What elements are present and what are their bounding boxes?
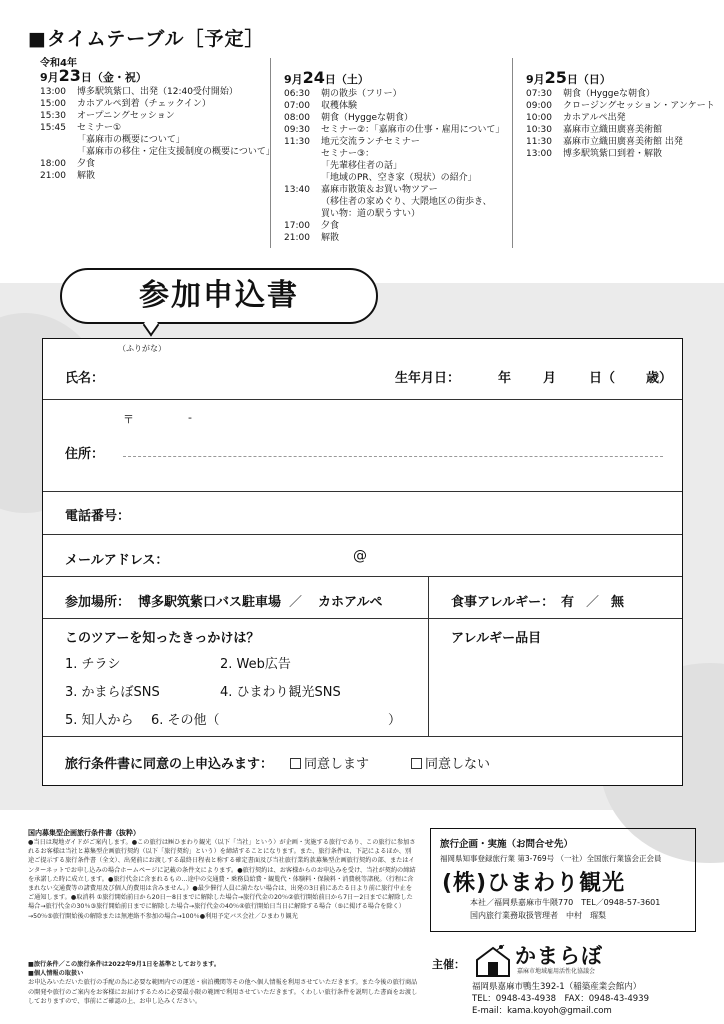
schedule-item — [284, 88, 509, 100]
agree-label: 旅行条件書に同意の上申込みます： — [65, 757, 274, 772]
terms-heading: 国内募集型企画旅行条件書（抜粋） — [28, 829, 140, 837]
era-label: 令和4年 — [40, 58, 77, 69]
place-option-kahoarupe[interactable]: カホアルペ — [318, 595, 383, 610]
age-label: 歳） — [646, 371, 673, 386]
day-label: 日（ — [589, 371, 616, 386]
schedule-text: カホアルペ到着（チェックイン） — [77, 99, 211, 109]
schedule-text: 「嘉麻市の概要について」 — [77, 135, 185, 145]
schedule-item — [40, 158, 265, 170]
schedule-time: 18:00 — [40, 159, 66, 169]
address-field[interactable] — [123, 443, 663, 457]
schedule-time — [284, 196, 321, 208]
schedule-item — [40, 98, 265, 110]
schedule-text: 解散 — [77, 171, 96, 181]
schedule-text: 買い物：道の駅うすい） — [321, 209, 421, 219]
checkbox-icon — [411, 758, 422, 769]
name-label: 氏名： — [65, 371, 105, 386]
schedule-item — [284, 220, 509, 232]
postal-mark: 〒 — [123, 413, 134, 426]
schedule-item — [284, 112, 509, 124]
day1-schedule — [40, 86, 275, 182]
schedule-time: 13:40 — [284, 185, 310, 195]
schedule-time — [40, 146, 77, 158]
postal-dash: - — [188, 411, 192, 424]
agree-yes-checkbox[interactable] — [290, 753, 369, 772]
schedule-text: 解散 — [321, 233, 340, 243]
day1-date: 9月23日（金・祝） — [40, 66, 147, 85]
trigger-option-4[interactable]: 4. ひまわり観光SNS — [220, 685, 341, 700]
trigger-option-6-close: ） — [388, 713, 402, 728]
day3-schedule — [526, 88, 716, 160]
schedule-time: 07:30 — [526, 89, 552, 99]
schedule-time: 15:30 — [40, 111, 66, 121]
schedule-item — [40, 146, 275, 158]
email-label: メールアドレス： — [65, 553, 169, 568]
schedule-time: 11:30 — [526, 137, 552, 147]
schedule-text: 夕食 — [321, 221, 340, 231]
row-divider — [43, 399, 682, 400]
conditions-heading: ■旅行条件／この旅行条件は2022年9月1日を基準としております。 — [28, 961, 221, 968]
schedule-time: 10:00 — [526, 113, 552, 123]
birth-label: 生年月日： — [395, 371, 461, 386]
trigger-question: このツアーを知ったきっかけは？ — [65, 631, 260, 646]
trigger-option-5[interactable]: 5. 知人から — [65, 713, 134, 728]
schedule-item — [40, 122, 265, 134]
schedule-text: 嘉麻市散策＆お買い物ツアー — [321, 185, 438, 195]
schedule-text: 「先輩移住者の話」 — [321, 161, 403, 171]
row-divider — [43, 736, 682, 737]
row-divider — [43, 618, 682, 619]
schedule-item — [526, 88, 716, 100]
email-field[interactable] — [173, 543, 663, 569]
allergy-no-option[interactable]: 無 — [611, 595, 625, 610]
phone-field[interactable] — [143, 499, 663, 525]
sponsor-tel: TEL：0948-43-4938 FAX：0948-43-4939 — [472, 994, 649, 1004]
column-divider — [428, 576, 429, 618]
schedule-item — [526, 124, 716, 136]
divider — [270, 58, 271, 248]
schedule-item — [526, 112, 716, 124]
sponsor-email[interactable]: E-mail：kama.koyoh@gmail.com — [472, 1006, 612, 1016]
sponsor-address: 福岡県嘉麻市鴨生392-1（稲築産業会館内） — [472, 982, 642, 992]
organizer-manager: 国内旅行業務取扱管理者 中村 瑠梨 — [470, 911, 606, 920]
schedule-text: オープニングセッション — [77, 111, 175, 121]
timetable-day2 — [284, 58, 509, 244]
schedule-item — [284, 232, 509, 244]
schedule-time: 15:00 — [40, 99, 66, 109]
house-icon — [475, 944, 511, 982]
schedule-time — [284, 208, 321, 220]
trigger-option-2[interactable]: 2. Web広告 — [220, 657, 291, 672]
schedule-time: 08:00 — [284, 113, 310, 123]
timetable-title: ■タイムテーブル［予定］ — [28, 28, 265, 50]
schedule-time: 17:00 — [284, 221, 310, 231]
schedule-text: 博多駅筑紫口、出発（12:40受付開始） — [77, 87, 238, 97]
terms-extra — [28, 960, 418, 1006]
schedule-text: 朝の散歩（フリー） — [321, 89, 402, 99]
schedule-time: 06:30 — [284, 89, 310, 99]
schedule-text: 朝食（Hyggeな朝食） — [321, 113, 414, 123]
terms-body: ●当日は現地ガイドがご案内します。●この旅行は㈱ひまわり観光（以下「当社」という）が企画・実施する旅行であり、この旅行に参加されるお客様は当社と募集型企画旅行契約（以下「旅行契約」という）を締結することになります。また、旅行条件は、下記によるほか、別途ご提示する旅行条件書（全文）、出発前にお渡しする最終日程表と称する確定書面及び当社旅行業約款募集型企画旅行契約の部、またはインターネットでお申し込みの場合ホームページに記載の条件文によります。●旅行契約は、お客様からのお申込みを受け、当社が契約の締結を承諾した時に成立します。●旅行代金に含まれるもの…途中の交通費・乗務員給費・観覧代・体験料・保険料・消費税等諸税。（行程に含まれない交通費等の諸費用及び個人的費用は含みません。）●最少催行人員に満たない場合は、出発の3日前にあたる日より前に旅行中止をご通知します。●取消料 ①旅行開始前日から20日～8日までに解除した場合→旅行代金の20％②旅行開始前日から7日～2日までに解除した場合→旅行代金の30％③旅行開始前日までに解除した場合→旅行代金の40％④旅行開始日当日に解除する場合（⑤に掲げる場合を除く）→50％⑤旅行開始後の解除または無連絡不参加の場合→100％●利用予定バス会社／ひまわり観光 — [28, 839, 416, 920]
schedule-text: 夕食 — [77, 159, 96, 169]
privacy-body: お申込みいただいた旅行の手配の為に必要な範囲内での運送・宿泊機関等その他へ個人情報を利用させていただきます。また今後の旅行商品の開発や旅行のご案内をお客様にお届けするために必要最小限の範囲で利用させていただきます。くわしい旅行条件を説明した書面をお渡ししておりますので、事前にご確認の上、お申し込みください。 — [28, 979, 418, 1005]
place-separator: ／ — [289, 595, 303, 610]
schedule-item — [284, 124, 509, 136]
schedule-time: 09:00 — [526, 101, 552, 111]
day2-date: 9月24日（土） — [284, 68, 369, 87]
schedule-time: 13:00 — [40, 87, 66, 97]
sponsor-label: 主催： — [432, 958, 465, 971]
furigana-label: （ふりがな） — [118, 344, 166, 353]
organizer-name: (株)ひまわり観光 — [442, 871, 626, 896]
schedule-text: 地元交流ランチセミナー — [321, 137, 420, 147]
schedule-item — [40, 86, 265, 98]
schedule-item — [284, 208, 509, 220]
agree-no-label: 同意しない — [425, 757, 491, 772]
schedule-time: 11:30 — [284, 137, 310, 147]
schedule-time — [284, 172, 321, 184]
allergy-items-label: アレルギー品目 — [451, 631, 542, 646]
allergy-yes-option[interactable]: 有 — [561, 595, 575, 610]
schedule-time: 13:00 — [526, 149, 552, 159]
row-divider — [43, 576, 682, 577]
schedule-item — [284, 184, 509, 196]
schedule-text: セミナー① — [77, 123, 122, 133]
sponsor-logo-sub: 嘉麻市地域雇用活性化協議会 — [517, 968, 596, 975]
trigger-option-3[interactable]: 3. かまらぼSNS — [65, 685, 160, 700]
agree-no-checkbox[interactable] — [411, 753, 490, 772]
sponsor-logo-text: かまらぼ — [515, 944, 603, 968]
schedule-time: 21:00 — [40, 171, 66, 181]
schedule-text: セミナー③： — [321, 149, 375, 159]
timetable-day1 — [40, 58, 275, 182]
schedule-item — [284, 160, 509, 172]
schedule-text: セミナー②：「嘉麻市の仕事・雇用について」 — [321, 125, 505, 135]
schedule-item — [284, 148, 509, 160]
schedule-time — [40, 134, 77, 146]
privacy-heading: ■個人情報の取扱い — [28, 970, 84, 978]
name-field[interactable] — [105, 359, 405, 385]
schedule-time: 09:30 — [284, 125, 310, 135]
allergy-separator: ／ — [586, 595, 600, 610]
form-heading: 参加申込書 — [60, 268, 378, 324]
month-label: 月 — [543, 371, 557, 386]
day3-date: 9月25日（日） — [526, 68, 611, 87]
timetable-day3 — [526, 58, 716, 160]
schedule-item — [284, 196, 509, 208]
schedule-item — [526, 148, 716, 160]
schedule-time — [284, 148, 321, 160]
schedule-item — [284, 172, 509, 184]
column-divider — [428, 618, 429, 736]
place-label: 参加場所： — [65, 595, 131, 610]
place-option-hakata[interactable]: 博多駅筑紫口バス駐車場 — [138, 595, 282, 610]
schedule-text: 博多駅筑紫口到着・解散 — [563, 149, 663, 159]
checkbox-icon — [290, 758, 301, 769]
schedule-item — [526, 136, 716, 148]
day2-schedule — [284, 88, 509, 244]
schedule-text: 収穫体験 — [321, 101, 358, 111]
schedule-item — [526, 100, 716, 112]
agree-yes-label: 同意します — [304, 757, 370, 772]
schedule-item — [284, 136, 509, 148]
schedule-text: （移住者の家めぐり、大隈地区の街歩き、 — [321, 197, 492, 207]
schedule-text: 嘉麻市立織田廣喜美術館 出発 — [563, 137, 683, 147]
schedule-time: 15:45 — [40, 123, 66, 133]
address-label: 住所： — [65, 447, 105, 462]
trigger-option-1[interactable]: 1. チラシ — [65, 657, 121, 672]
organizer-registration: 福岡県知事登録旅行業 第3-769号 （一社）全国旅行業協会正会員 — [440, 854, 662, 863]
schedule-text: 嘉麻市立織田廣喜美術館 — [563, 125, 663, 135]
schedule-text: 「嘉麻市の移住・定住支援制度の概要について」 — [77, 147, 275, 157]
trigger-option-6[interactable]: 6. その他（ — [151, 713, 220, 728]
schedule-time — [284, 160, 321, 172]
row-divider — [43, 491, 682, 492]
schedule-time: 21:00 — [284, 233, 310, 243]
schedule-time: 10:30 — [526, 125, 552, 135]
year-label: 年 — [498, 371, 512, 386]
allergy-label: 食事アレルギー： — [451, 595, 555, 610]
phone-label: 電話番号： — [65, 509, 131, 524]
organizer-address: 本社／福岡県嘉麻市牛隈770 TEL／0948-57-3601 — [470, 898, 661, 907]
divider — [512, 58, 513, 248]
schedule-time: 07:00 — [284, 101, 310, 111]
schedule-item — [40, 110, 265, 122]
at-sign: @ — [353, 548, 367, 564]
schedule-text: 「地域のPR、空き家（現状）の紹介」 — [321, 173, 477, 183]
schedule-text: 朝食（Hyggeな朝食） — [563, 89, 656, 99]
row-divider — [43, 534, 682, 535]
allergy-items-field[interactable] — [438, 644, 674, 730]
schedule-item — [284, 100, 509, 112]
schedule-item — [40, 134, 265, 146]
schedule-text: カホアルペ出発 — [563, 113, 626, 123]
organizer-title: 旅行企画・実施（お問合せ先） — [440, 839, 574, 850]
schedule-text: クロージングセッション・アンケート — [563, 101, 715, 111]
application-form — [42, 338, 683, 786]
schedule-item — [40, 170, 265, 182]
